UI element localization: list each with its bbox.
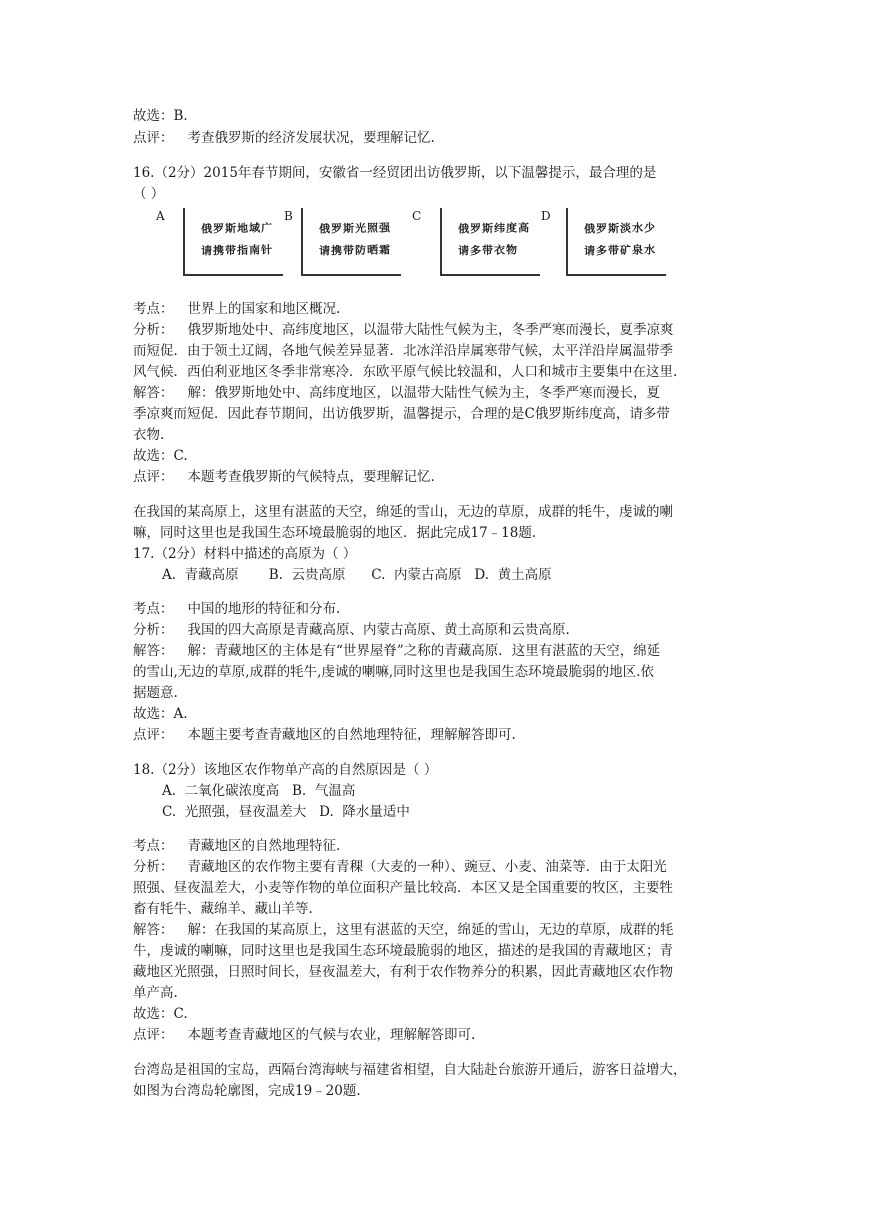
q18-jieda-3: 藏地区光照强，日照时间长，昼夜温差大，有利于农作物养分的积累，因此青藏地区农作物 [133,964,673,980]
option-d-label: D [541,209,551,223]
q16-fenxi-2: 而短促．由于领土辽阔，各地气候差异显著．北冰洋沿岸属寒带气候，太平洋沿岸属温带季 [133,343,673,359]
label: 考点： [133,601,174,617]
q16-answer: 故选：C. [133,448,188,464]
comment-text: 本题考查俄罗斯的气候特点，要理解记忆. [187,469,435,485]
fenxi-text: 青藏地区的农作物主要有青稞（大麦的一种）、豌豆、小麦、油菜等．由于太阳光 [187,859,667,875]
kaodian-text: 世界上的国家和地区概况. [187,301,341,317]
label: 点评： [133,727,174,743]
comment-line [133,128,435,148]
q16-jieda-2: 季凉爽而短促．因此春节期间，出访俄罗斯，温馨提示，合理的是C俄罗斯纬度高，请多带 [133,406,670,422]
q16-comment [133,467,435,487]
jieda-text: 解：青藏地区的主体是有“世界屋脊”之称的青藏高原．这里有湛蓝的天空，绵延 [187,643,661,659]
option-a-line1: 俄罗斯地域广 [200,221,274,236]
q18-fenxi-2: 照强、昼夜温差大，小麦等作物的单位面积产量比较高．本区又是全国重要的牧区，主要牲 [133,880,673,896]
question-16-bracket: （ ） [133,186,165,202]
option-b: B. 气温高 [292,783,356,799]
question-18-options-2 [162,802,410,822]
jieda-text: 解：在我国的某高原上，这里有湛蓝的天空，绵延的雪山，无边的草原，成群的牦 [187,922,674,938]
label: 考点： [133,301,174,317]
kaodian-text: 中国的地形的特征和分布. [187,601,341,617]
option-a-picture [183,208,283,276]
option-b: B. 云贵高原 [268,567,346,583]
question-16: 16.（2分）2015年春节期间，安徽省一经贸团出访俄罗斯，以下温馨提示，最合理的是 [133,165,657,181]
q16-jieda-3: 衣物. [133,427,165,443]
q17-jieda [133,641,660,661]
option-b-label: B [284,209,293,223]
q18-jieda-4: 单产高. [133,985,178,1001]
question-17-options [162,565,552,585]
label: 点评： [133,469,174,485]
option-b-line1: 俄罗斯光照强 [318,221,392,236]
label: 考点： [133,838,174,854]
jieda-text: 解：俄罗斯地处中、高纬度地区，以温带大陆性气候为主，冬季严寒而漫长，夏 [187,385,660,401]
option-d: D. 黄土高原 [474,567,552,583]
q17-jieda-3: 据题意. [133,685,178,701]
option-b-picture [301,208,401,276]
q18-comment [133,1025,475,1045]
q18-fenxi-3: 畜有牦牛、藏绵羊、藏山羊等. [133,901,313,917]
option-c: C. 内蒙古高原 [371,567,462,583]
q18-jieda [133,920,674,940]
option-d-line1: 俄罗斯淡水少 [583,221,657,236]
option-a-label: A [156,209,165,223]
question-18: 18.（2分）该地区农作物单产高的自然原因是（ ） [133,762,438,778]
label: 解答： [133,385,174,401]
question-17: 17.（2分）材料中描述的高原为（ ） [133,546,357,562]
option-c-line1: 俄罗斯纬度高 [457,221,531,236]
label: 解答： [133,922,174,938]
q18-fenxi [133,857,667,877]
q18-kaodian [133,836,340,856]
comment-text: 本题考查青藏地区的气候与农业，理解解答即可. [187,1027,476,1043]
label: 分析： [133,859,174,875]
material-2-2: 如图为台湾岛轮廓图，完成19﹣20题. [133,1083,361,1099]
option-b-line2: 请携带防晒霜 [318,243,392,258]
material-1-2: 嘛，同时这里也是我国生态环境最脆弱的地区．据此完成17﹣18题. [133,525,537,541]
comment-text: 本题主要考查青藏地区的自然地理特征，理解解答即可. [187,727,516,743]
kaodian-text: 青藏地区的自然地理特征. [187,838,341,854]
label: 分析： [133,622,174,638]
option-a: A. 二氧化碳浓度高 [162,783,280,799]
option-d-line2: 请多带矿泉水 [583,243,657,258]
comment-text: 考查俄罗斯的经济发展状况，要理解记忆. [187,130,435,146]
q16-fenxi-3: 风气候．西伯利亚地区冬季非常寒冷．东欧平原气候比较温和，人口和城市主要集中在这里. [133,364,678,380]
material-1: 在我国的某高原上，这里有湛蓝的天空，绵延的雪山，无边的草原，成群的牦牛，虔诚的喇 [133,504,673,520]
option-a-line2: 请携带指南针 [200,243,274,258]
q16-jieda [133,383,660,403]
fenxi-text: 我国的四大高原是青藏高原、内蒙古高原、黄土高原和云贵高原. [187,622,570,638]
fenxi-text: 俄罗斯地处中、高纬度地区，以温带大陆性气候为主，冬季严寒而漫长，夏季凉爽 [187,322,674,338]
option-c-picture [440,208,540,276]
q17-answer: 故选：A. [133,706,188,722]
q18-jieda-2: 牛，虔诚的喇嘛，同时这里也是我国生态环境最脆弱的地区，描述的是我国的青藏地区；青 [133,943,673,959]
option-c-line2: 请多带衣物 [457,243,519,258]
question-18-options-1 [162,781,355,801]
label: 解答： [133,643,174,659]
q16-kaodian [133,299,340,319]
label: 点评： [133,130,174,146]
option-c-label: C [412,209,422,223]
q16-fenxi [133,320,674,340]
q17-jieda-2: 的雪山,无边的草原,成群的牦牛,虔诚的喇嘛,同时这里也是我国生态环境最脆弱的地区.依 [133,664,654,680]
q17-fenxi [133,620,570,640]
q17-kaodian [133,599,340,619]
q18-answer: 故选：C. [133,1006,188,1022]
option-c: C. 光照强，昼夜温差大 [162,804,307,820]
answer-line: 故选：B. [133,108,188,124]
option-a: A. 青藏高原 [162,567,239,583]
option-d: D. 降水量适中 [319,804,410,820]
q17-comment [133,725,516,745]
label: 分析： [133,322,174,338]
label: 点评： [133,1027,174,1043]
option-d-picture [566,208,666,276]
material-2: 台湾岛是祖国的宝岛，西隔台湾海峡与福建省相望，自大陆赴台旅游开通后，游客日益增大， [133,1062,687,1078]
